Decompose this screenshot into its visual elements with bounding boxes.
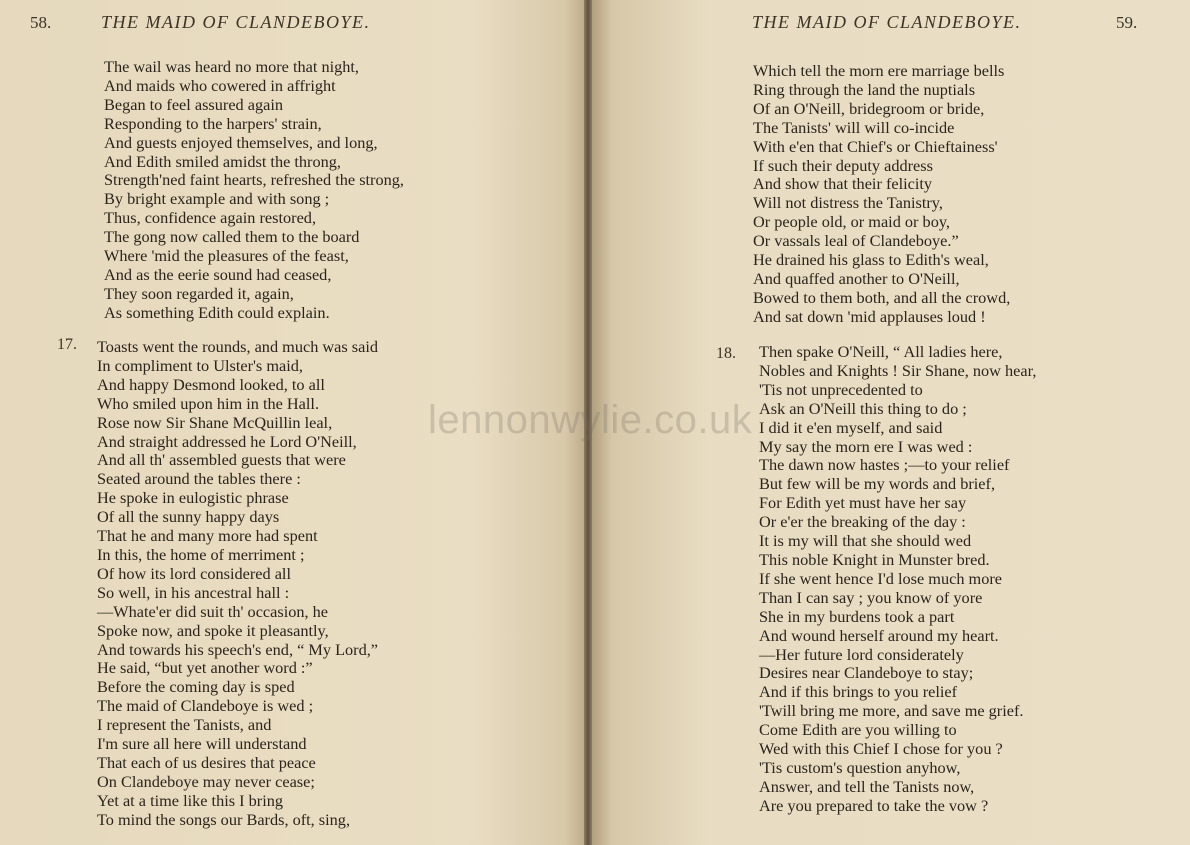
poem-line: Toasts went the rounds, and much was said	[97, 337, 379, 356]
poem-line: If such their deputy address	[753, 155, 933, 175]
poem-line: It is my will that she should wed	[759, 531, 972, 551]
poem-line: But few will be my words and brief,	[759, 474, 996, 494]
poem-line: And as the eerie sound had ceased,	[104, 264, 332, 284]
poem-line: To mind the songs our Bards, oft, sing,	[97, 809, 351, 829]
poem-line: The wail was heard no more that night,	[104, 57, 359, 76]
poem-line: As something Edith could explain.	[104, 302, 330, 322]
poem-line: And towards his speech's end, “ My Lord,”	[97, 639, 379, 659]
poem-line: Responding to the harpers' strain,	[104, 113, 322, 133]
poem-line: 'Tis not unprecedented to	[759, 379, 923, 399]
poem-line: And guests enjoyed themselves, and long,	[104, 132, 378, 152]
right-running-header: THE MAID OF CLANDEBOYE.	[752, 12, 1022, 32]
poem-line: The Tanists' will will co-incide	[753, 117, 955, 137]
watermark-text: lennonwylie.co.uk	[428, 398, 753, 442]
left-stanza-continued	[104, 58, 404, 323]
left-stanza-17	[97, 338, 378, 830]
poem-line: By bright example and with song ;	[104, 189, 330, 209]
right-page-number: 59.	[1116, 13, 1138, 32]
poem-line: Where 'mid the pleasures of the feast,	[104, 246, 349, 266]
poem-line: I did it e'en myself, and said	[759, 417, 943, 437]
poem-line: On Clandeboye may never cease;	[97, 771, 315, 791]
poem-line: The gong now called them to the board	[104, 227, 360, 247]
poem-line: Than I can say ; you know of yore	[759, 587, 983, 607]
poem-line: I'm sure all here will understand	[97, 734, 307, 754]
poem-line: Then spake O'Neill, “ All ladies here,	[759, 342, 1003, 361]
poem-line: Before the coming day is sped	[97, 677, 295, 697]
poem-line: Ring through the land the nuptials	[753, 79, 976, 99]
poem-line: Rose now Sir Shane McQuillin leal,	[97, 412, 333, 432]
poem-line: And if this brings to you relief	[759, 682, 958, 702]
poem-line: He said, “but yet another word :”	[97, 658, 313, 678]
poem-line: And sat down 'mid applauses loud !	[753, 306, 986, 326]
poem-line: And maids who cowered in affright	[104, 75, 336, 95]
left-stanza-number: 17.	[57, 336, 77, 353]
poem-line: —Her future lord considerately	[759, 644, 964, 664]
poem-line: Began to feel assured again	[104, 94, 284, 114]
poem-line: Which tell the morn ere marriage bells	[753, 61, 1005, 80]
poem-line: Or e'er the breaking of the day :	[759, 512, 966, 532]
poem-line: Bowed to them both, and all the crowd,	[753, 287, 1011, 307]
poem-line: If she went hence I'd lose much more	[759, 568, 1002, 588]
poem-line: Are you prepared to take the vow ?	[759, 795, 989, 815]
poem-line: And quaffed another to O'Neill,	[753, 268, 960, 288]
right-stanza-18	[759, 343, 1036, 816]
poem-line: Thus, confidence again restored,	[104, 208, 317, 228]
poem-line: My say the morn ere I was wed :	[759, 436, 973, 456]
poem-line: And Edith smiled amidst the throng,	[104, 151, 341, 171]
poem-line: Come Edith are you willing to	[759, 720, 957, 740]
poem-line: He drained his glass to Edith's weal,	[753, 250, 989, 270]
poem-line: 'Twill bring me more, and save me grief.	[759, 701, 1024, 721]
poem-line: Spoke now, and spoke it pleasantly,	[97, 620, 329, 640]
poem-line: The maid of Clandeboye is wed ;	[97, 696, 314, 716]
poem-line: And show that their felicity	[753, 174, 933, 194]
poem-line: Or people old, or maid or boy,	[753, 212, 950, 232]
poem-line: She in my burdens took a part	[759, 606, 955, 626]
poem-line: This noble Knight in Munster bred.	[759, 549, 990, 569]
poem-line: They soon regarded it, again,	[104, 283, 294, 303]
poem-line: Of all the sunny happy days	[97, 507, 280, 527]
right-stanza-number: 18.	[716, 345, 736, 362]
poem-line: Or vassals leal of Clandeboye.”	[753, 231, 959, 251]
poem-line: For Edith yet must have her say	[759, 493, 967, 513]
poem-line: Of an O'Neill, bridegroom or bride,	[753, 98, 985, 118]
poem-line: Strength'ned faint hearts, refreshed the strong,	[104, 170, 404, 190]
left-page-number: 58.	[30, 13, 52, 32]
right-stanza-continued	[753, 62, 1010, 327]
poem-line: And straight addressed he Lord O'Neill,	[97, 431, 357, 451]
poem-line: With e'en that Chief's or Chieftainess'	[753, 136, 998, 156]
poem-line: Desires near Clandeboye to stay;	[759, 663, 974, 683]
poem-line: He spoke in eulogistic phrase	[97, 488, 289, 508]
poem-line: Wed with this Chief I chose for you ?	[759, 739, 1003, 759]
poem-line: Who smiled upon him in the Hall.	[97, 393, 320, 413]
poem-line: —Whate'er did suit th' occasion, he	[97, 601, 329, 621]
poem-line: Yet at a time like this I bring	[97, 790, 284, 810]
poem-line: In compliment to Ulster's maid,	[97, 355, 303, 375]
poem-line: Nobles and Knights ! Sir Shane, now hear,	[759, 360, 1037, 380]
poem-line: So well, in his ancestral hall :	[97, 582, 290, 602]
poem-line: That he and many more had spent	[97, 526, 318, 546]
poem-line: 'Tis custom's question anyhow,	[759, 757, 961, 777]
poem-line: And wound herself around my heart.	[759, 625, 999, 645]
poem-line: The dawn now hastes ;—to your relief	[759, 455, 1010, 475]
poem-line: That each of us desires that peace	[97, 752, 316, 772]
poem-line: Of how its lord considered all	[97, 563, 291, 583]
poem-line: Ask an O'Neill this thing to do ;	[759, 398, 967, 418]
poem-line: In this, the home of merriment ;	[97, 544, 305, 564]
poem-line: I represent the Tanists, and	[97, 715, 272, 735]
poem-line: Will not distress the Tanistry,	[753, 193, 943, 213]
poem-line: And happy Desmond looked, to all	[97, 374, 325, 394]
poem-line: Answer, and tell the Tanists now,	[759, 776, 975, 796]
poem-line: Seated around the tables there :	[97, 469, 301, 489]
left-running-header: THE MAID OF CLANDEBOYE.	[101, 12, 371, 32]
poem-line: And all th' assembled guests that were	[97, 450, 346, 470]
